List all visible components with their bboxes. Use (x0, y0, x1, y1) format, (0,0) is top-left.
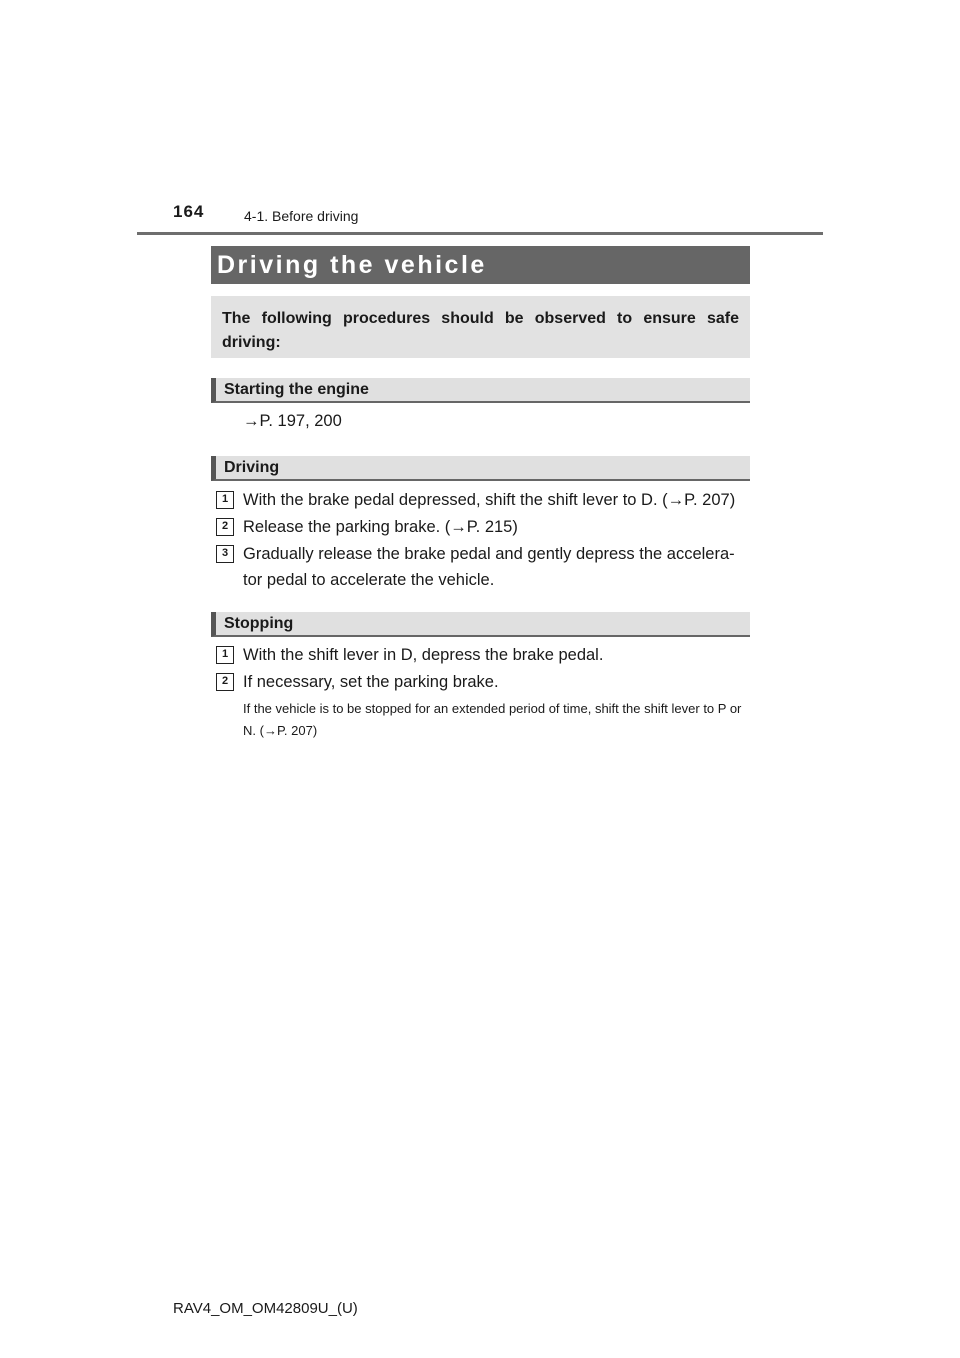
step-text: Gradually release the brake pedal and gently depress the accelera-tor pedal to accelerate the vehicle. (243, 545, 735, 589)
step-number-badge: 3 (216, 545, 234, 563)
step-text: With the shift lever in D, depress the brake pedal. (243, 646, 604, 664)
section-breadcrumb: 4-1. Before driving (244, 208, 359, 224)
step-text: If necessary, set the parking brake. (243, 673, 499, 691)
page-title: Driving the vehicle (211, 246, 750, 284)
subheading-label: Starting the engine (224, 381, 369, 398)
subheading-stopping (211, 612, 750, 637)
step-number-badge: 1 (216, 646, 234, 664)
header-divider (137, 232, 823, 235)
intro-box (211, 296, 750, 358)
subheading-driving (211, 456, 750, 481)
step-number-badge: 1 (216, 491, 234, 509)
step-text: Release the parking brake. (→P. 215) (243, 518, 518, 536)
page-number: 164 (173, 202, 205, 221)
step-number-badge: 2 (216, 518, 234, 536)
subheading-label: Driving (224, 459, 280, 476)
footer-document-id: RAV4_OM_OM42809U_(U) (173, 1300, 358, 1317)
intro-text: The following procedures should be observed to ensure safe driving: (222, 310, 739, 351)
subheading-starting-engine (211, 378, 750, 403)
starting-reference-link[interactable]: →P. 197, 200 (243, 412, 342, 430)
stopping-note: If the vehicle is to be stopped for an extended period of time, shift the shift lever to P or N. (→P. 207) (243, 701, 742, 738)
subheading-label: Stopping (224, 615, 294, 632)
step-number-badge: 2 (216, 673, 234, 691)
step-text: With the brake pedal depressed, shift the shift lever to D. (→P. 207) (243, 491, 736, 509)
